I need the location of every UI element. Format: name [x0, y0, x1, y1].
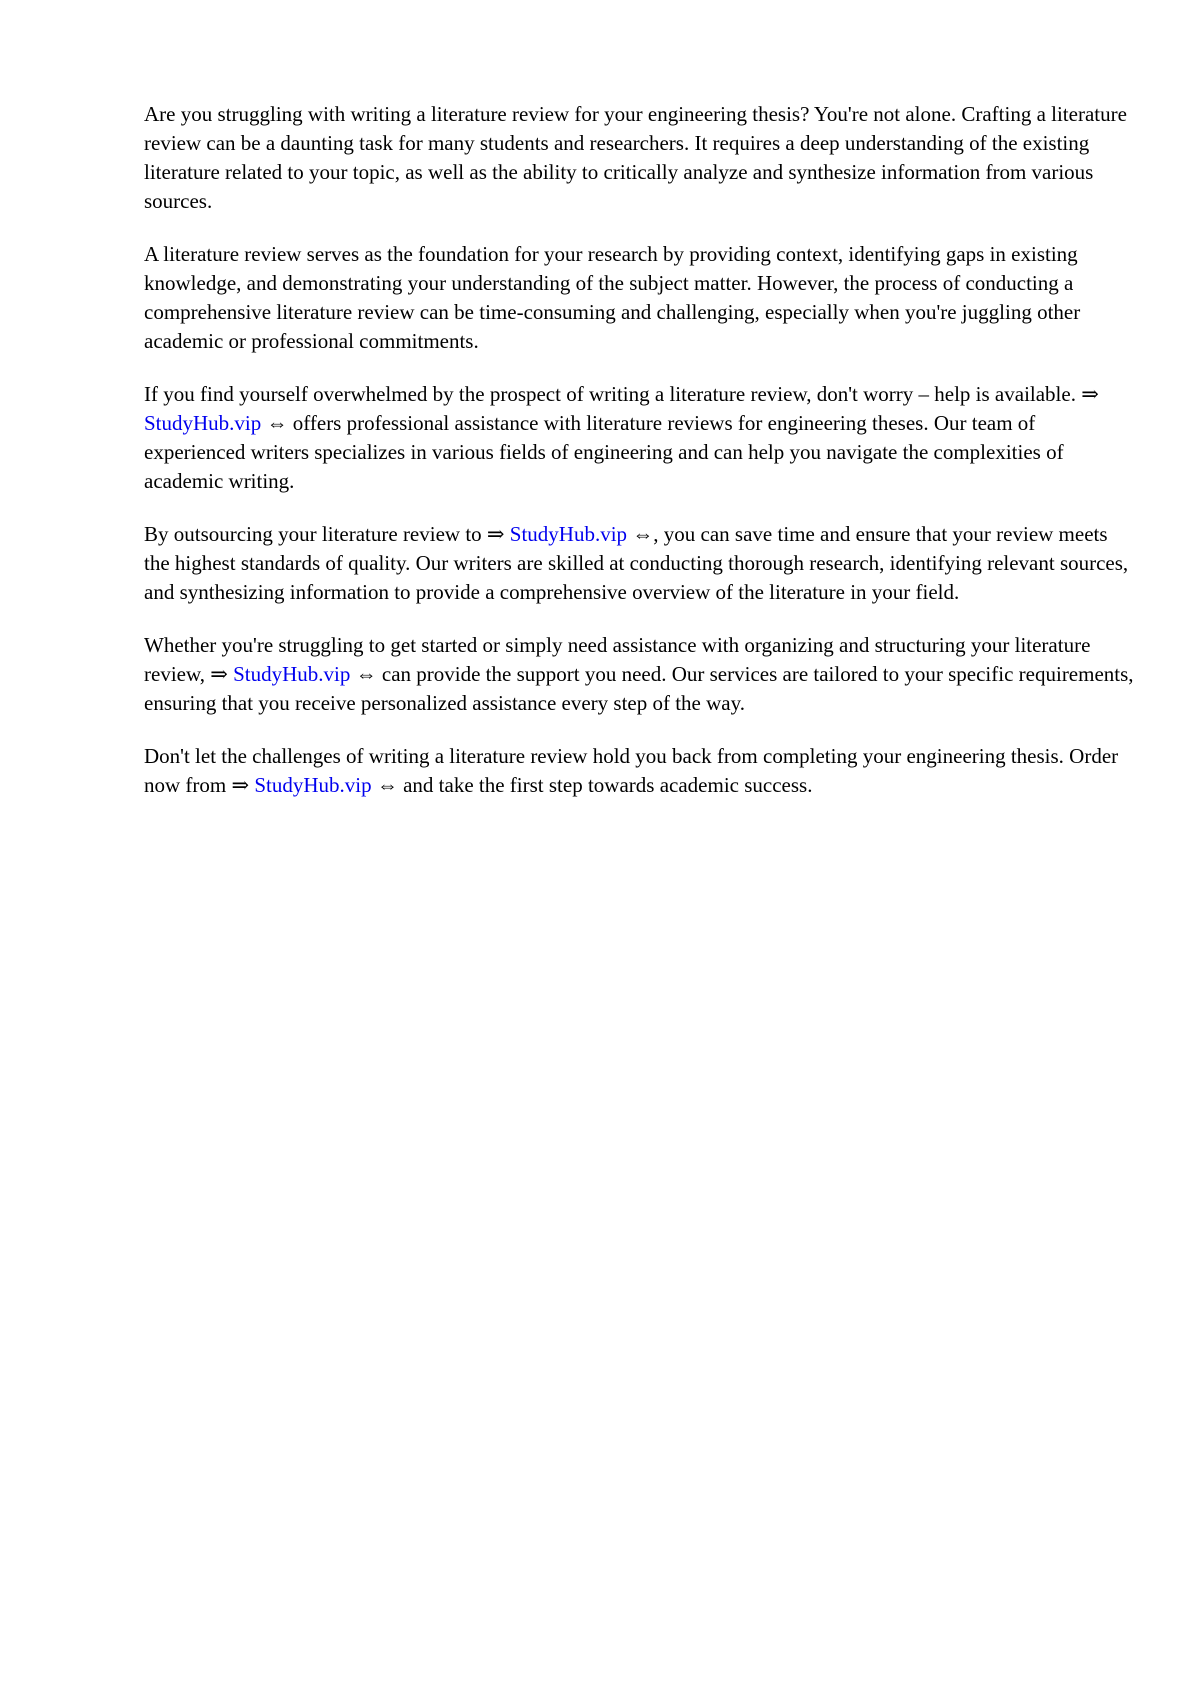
paragraph-text: ⇔ offers professional assistance with literature reviews for engineering theses. Our team of experienced writers specializes in various fields of engineering and can help you navigate the complexities of academic writing.	[144, 411, 1064, 493]
studyhub-link[interactable]: StudyHub.vip	[233, 662, 351, 686]
paragraph-text: By outsourcing your literature review to ⇒	[144, 522, 510, 546]
paragraph-text: A literature review serves as the foundation for your research by providing context, identifying gaps in existing knowledge, and demonstrating your understanding of the subject matter. However, the process of conducting a comprehensive literature review can be time-consuming and challenging, especially when you're juggling other academic or professional commitments.	[144, 242, 1081, 353]
paragraph-literature-review-purpose	[144, 240, 1136, 356]
paragraph-outsourcing	[144, 520, 1136, 607]
studyhub-link[interactable]: StudyHub.vip	[254, 773, 372, 797]
paragraph-text: If you find yourself overwhelmed by the prospect of writing a literature review, don't worry – help is available. ⇒	[144, 382, 1099, 406]
paragraph-text: Whether you're struggling to get started or simply need assistance with organizing and structuring your literature review, ⇒	[144, 633, 1091, 686]
paragraph-text: ⇔, you can save time and ensure that your review meets the highest standards of quality. Our writers are skilled at conducting thorough research, identifying relevant sources, and synthesizing information to provide a comprehensive overview of the literature in your field.	[144, 522, 1129, 604]
studyhub-link[interactable]: StudyHub.vip	[509, 522, 628, 546]
paragraph-support	[144, 631, 1136, 718]
paragraph-help-available	[144, 380, 1136, 496]
paragraph-text: ⇔ can provide the support you need. Our services are tailored to your specific requirements, ensuring that you receive personalized assistance every step of the way.	[144, 662, 1134, 715]
paragraph-call-to-action	[144, 742, 1136, 800]
studyhub-link[interactable]: StudyHub.vip	[144, 411, 262, 435]
paragraph-intro	[144, 100, 1136, 216]
paragraph-text: Don't let the challenges of writing a literature review hold you back from completing your engineering thesis. Order now from ⇒	[144, 744, 1119, 797]
paragraph-text: Are you struggling with writing a literature review for your engineering thesis? You're not alone. Crafting a literature review can be a daunting task for many students and researchers. It requires a deep understanding of the existing literature related to your topic, as well as the ability to critically analyze and synthesize information from various sources.	[144, 102, 1127, 213]
document-body	[144, 100, 1136, 824]
paragraph-text: ⇔ and take the first step towards academic success.	[371, 773, 813, 797]
